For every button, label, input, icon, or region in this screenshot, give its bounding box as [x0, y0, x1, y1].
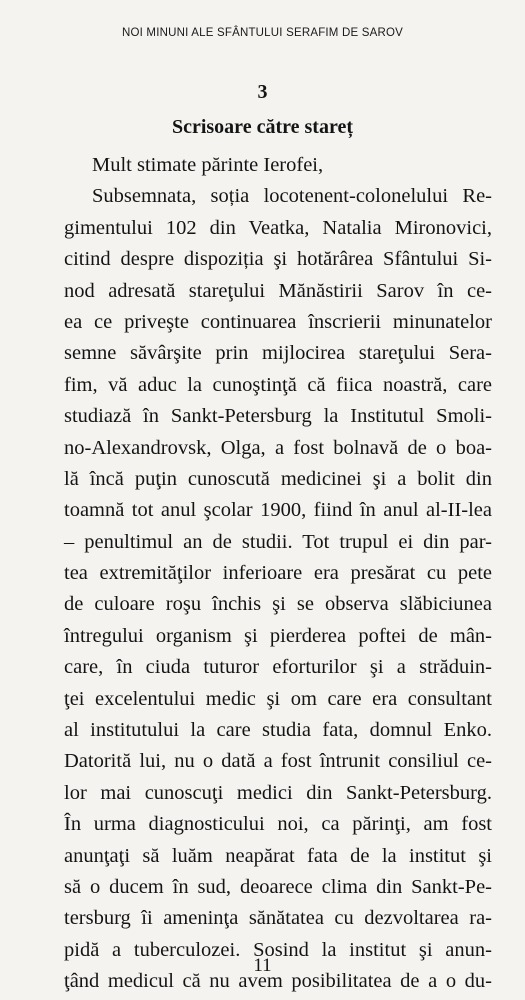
text-line: lor mai cunoscuţi medici din Sankt-Petersburg. — [64, 781, 492, 804]
text-line: gimentului 102 din Veatka, Natalia Mironovici, — [64, 216, 492, 239]
running-head: NOI MINUNI ALE SFÂNTULUI SERAFIM DE SAROV — [121, 27, 404, 39]
text-line: de culoare roşu închis şi se observa slăbiciunea — [64, 593, 492, 616]
text-line: studiază în Sankt-Petersburg la Institutul Smoli- — [64, 405, 492, 428]
text-line: citind despre dispoziția şi hotărârea Sfântului Si- — [64, 248, 492, 271]
text-line: întregului organism şi pierderea poftei de mân- — [64, 624, 492, 647]
text-line: Datorită lui, nu o dată a fost întrunit consiliul ce- — [64, 750, 492, 773]
chapter-title: Scrisoare către stareț — [171, 116, 354, 138]
text-line: al institutului la care studia fata, domnul Enko. — [64, 719, 492, 742]
text-line: anunţaţi să luăm neapărat fata de la institut şi — [64, 844, 492, 867]
text-line: tersburg îi ameninţa sănătatea cu dezvoltarea ra- — [64, 907, 492, 930]
page-number: 11 — [253, 955, 272, 976]
text-line: lă încă puţin cunoscută medicinei şi a bolit din — [64, 467, 492, 490]
chapter-number: 3 — [257, 81, 268, 103]
body-text — [64, 150, 492, 998]
text-line: Subsemnata, soția locotenent-colonelului Re- — [92, 185, 492, 208]
text-line: În urma diagnosticului noi, ca părinţi, am fost — [64, 813, 492, 836]
salutation-line: Mult stimate părinte Ierofei, — [92, 154, 324, 176]
text-line: ţei excelentului medic şi om care era consultant — [64, 687, 492, 710]
text-line: fim, vă aduc la cunoştinţă că fiica noastră, care — [64, 373, 492, 396]
text-line: să o ducem în sud, deoarece clima din Sankt-Pe- — [64, 875, 492, 898]
text-line: care, în ciuda tuturor eforturilor şi a străduin- — [64, 656, 492, 679]
text-line: pidă a tuberculozei. Sosind la institut şi anun- — [64, 938, 492, 961]
text-line: tea extremităţilor inferioare era presărat cu pete — [64, 562, 492, 585]
text-line: no-Alexandrovsk, Olga, a fost bolnavă de o boa- — [64, 436, 492, 459]
text-line: – penultimul an de studii. Tot trupul ei din par- — [64, 530, 492, 553]
text-line: semne săvârşite prin mijlocirea stareţului Sera- — [64, 342, 492, 365]
text-line: toamnă tot anul şcolar 1900, fiind în anul al-II-lea — [64, 499, 492, 522]
text-line: ţând medicul că nu avem posibilitatea de a o du- — [64, 970, 492, 993]
text-line: ea ce priveşte continuarea înscrierii minunatelor — [64, 310, 492, 333]
text-line: nod adresată stareţului Mănăstirii Sarov în ce- — [64, 279, 492, 302]
